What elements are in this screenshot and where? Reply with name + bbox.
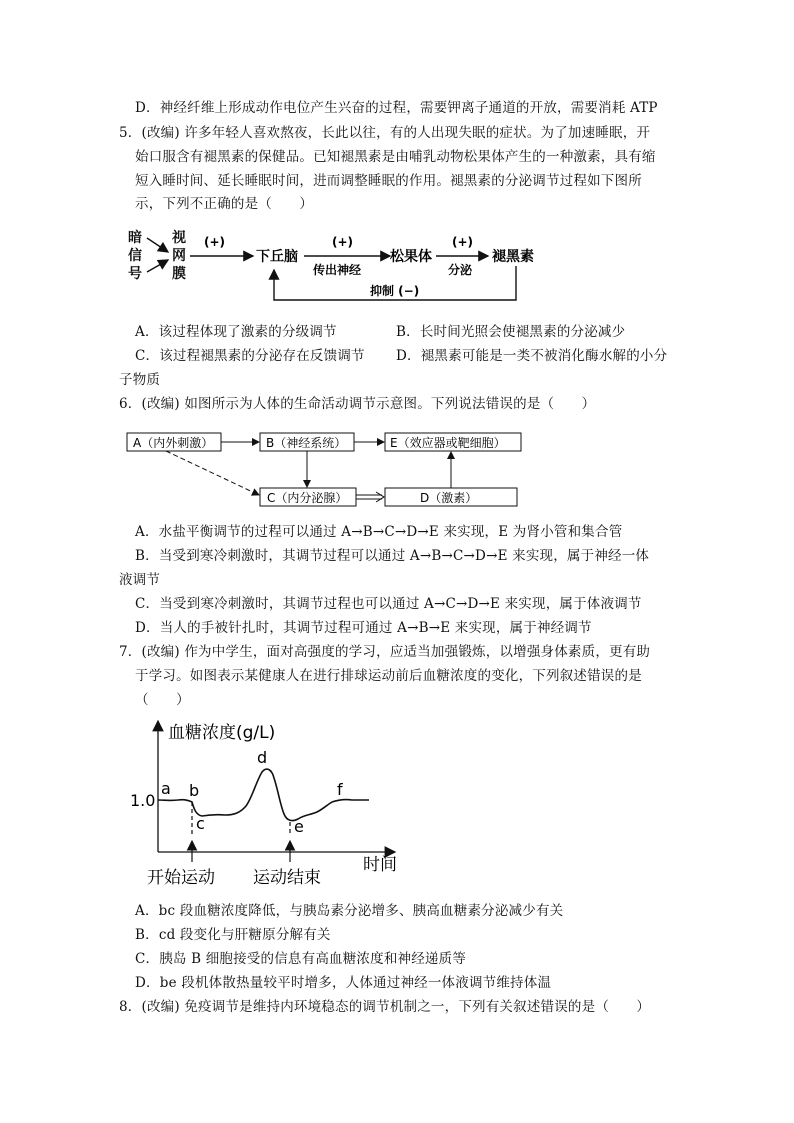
hypothalamus-label: 下丘脑 (256, 249, 298, 265)
point-f-label: f (337, 780, 343, 799)
dark-signal-char-3: 号 (128, 266, 142, 282)
box-b-label: B（神经系统） (266, 436, 347, 450)
q5-option-c: C．该过程褪黑素的分泌存在反馈调节 (135, 348, 365, 364)
inhibit-label: 抑制 (−) (370, 284, 420, 298)
point-e-label: e (294, 817, 304, 836)
dark-signal-char-2: 信 (128, 248, 142, 264)
point-a-label: a (161, 779, 171, 798)
q6-stem: 6．(改编) 如图所示为人体的生命活动调节示意图。下列说法错误的是（ ） (119, 396, 596, 412)
retina-char-3: 膜 (172, 266, 186, 282)
pineal-label: 松果体 (390, 249, 432, 265)
end-exercise-label: 运动结束 (253, 868, 321, 888)
box-d-label: D（激素） (420, 491, 478, 505)
q6-option-b: B．当受到寒冷刺激时，其调节过程可以通过 A→B→C→D→E 来实现，属于神经一体 (135, 548, 650, 564)
q7-stem-line-1: 7．(改编) 作为中学生，面对高强度的学习，应适当加强锻炼，以增强身体素质，更有助 (119, 644, 651, 660)
q5-option-b: B．长时间光照会使褪黑素的分泌减少 (396, 324, 626, 340)
q5-option-d: D．褪黑素可能是一类不被消化酶水解的小分 (396, 348, 668, 364)
start-exercise-label: 开始运动 (147, 868, 215, 888)
q7-stem-line-3: （ ） (135, 692, 190, 708)
plus-label-2: (+) (332, 235, 354, 249)
retina-char-1: 视 (172, 230, 186, 246)
q7-option-a: A．bc 段血糖浓度降低，与胰岛素分泌增多、胰高血糖素分泌减少有关 (135, 903, 564, 919)
box-a-label: A（内外刺激） (133, 436, 214, 450)
q6-option-a: A．水盐平衡调节的过程可以通过 A→B→C→D→E 来实现，E 为肾小管和集合管 (135, 524, 623, 540)
melatonin-label: 褪黑素 (492, 249, 534, 265)
point-d-label: d (257, 748, 268, 767)
blood-glucose-graph (120, 712, 410, 894)
y-tick-label: 1.0 (130, 791, 156, 810)
q7-option-c: C．胰岛 B 细胞接受的信息有高血糖浓度和神经递质等 (135, 951, 467, 967)
q8-stem: 8．(改编) 免疫调节是维持内环境稳态的调节机制之一，下列有关叙述错误的是（ ） (119, 999, 651, 1015)
q7-option-d: D．be 段机体散热量较平时增多，人体通过神经一体液调节维持体温 (135, 975, 552, 991)
x-axis-label: 时间 (363, 855, 397, 875)
q5-option-a: A．该过程体现了激素的分级调节 (135, 324, 337, 340)
point-c-label: c (196, 814, 205, 833)
dark-signal-char-1: 暗 (128, 230, 142, 246)
q5-stem-line-1: 5．(改编) 许多年轻人喜欢熬夜，长此以往，有的人出现失眠的症状。为了加速睡眠，开 (119, 125, 651, 141)
q6-option-c: C．当受到寒冷刺激时，其调节过程也可以通过 A→C→D→E 来实现，属于体液调节 (135, 596, 642, 612)
plus-label-3: (+) (452, 235, 474, 249)
q7-option-b: B．cd 段变化与肝糖原分解有关 (135, 927, 331, 943)
q7-stem-line-2: 于学习。如图表示某健康人在进行排球运动前后血糖浓度的变化，下列叙述错误的是 (135, 668, 642, 684)
box-e-label: E（效应器或靶细胞） (390, 436, 506, 450)
q5-stem-line-4: 示，下列不正确的是（ ） (135, 196, 314, 212)
life-regulation-diagram (120, 425, 530, 513)
q6-option-d: D．当人的手被针扎时，其调节过程可通过 A→B→E 来实现，属于神经调节 (135, 620, 592, 636)
q5-option-d-cont: 子物质 (119, 372, 161, 388)
point-b-label: b (189, 781, 200, 800)
retina-char-2: 网 (172, 248, 186, 264)
secrete-label: 分泌 (448, 263, 473, 277)
melatonin-regulation-diagram (118, 224, 548, 306)
box-c-label: C（内分泌腺） (267, 491, 348, 505)
q4-option-d: D．神经纤维上形成动作电位产生兴奋的过程，需要钾离子通道的开放，需要消耗 ATP (135, 100, 658, 116)
plus-label-1: (+) (204, 235, 226, 249)
q6-option-b-cont: 液调节 (119, 572, 161, 588)
q5-stem-line-2: 始口服含有褪黑素的保健品。已知褪黑素是由哺乳动物松果体产生的一种激素，具有缩 (135, 149, 656, 165)
y-axis-label: 血糖浓度(g/L) (168, 723, 276, 743)
q5-stem-line-3: 短入睡时间、延长睡眠时间，进而调整睡眠的作用。褪黑素的分泌调节过程如下图所 (135, 173, 642, 189)
efferent-nerve-label: 传出神经 (313, 263, 362, 277)
